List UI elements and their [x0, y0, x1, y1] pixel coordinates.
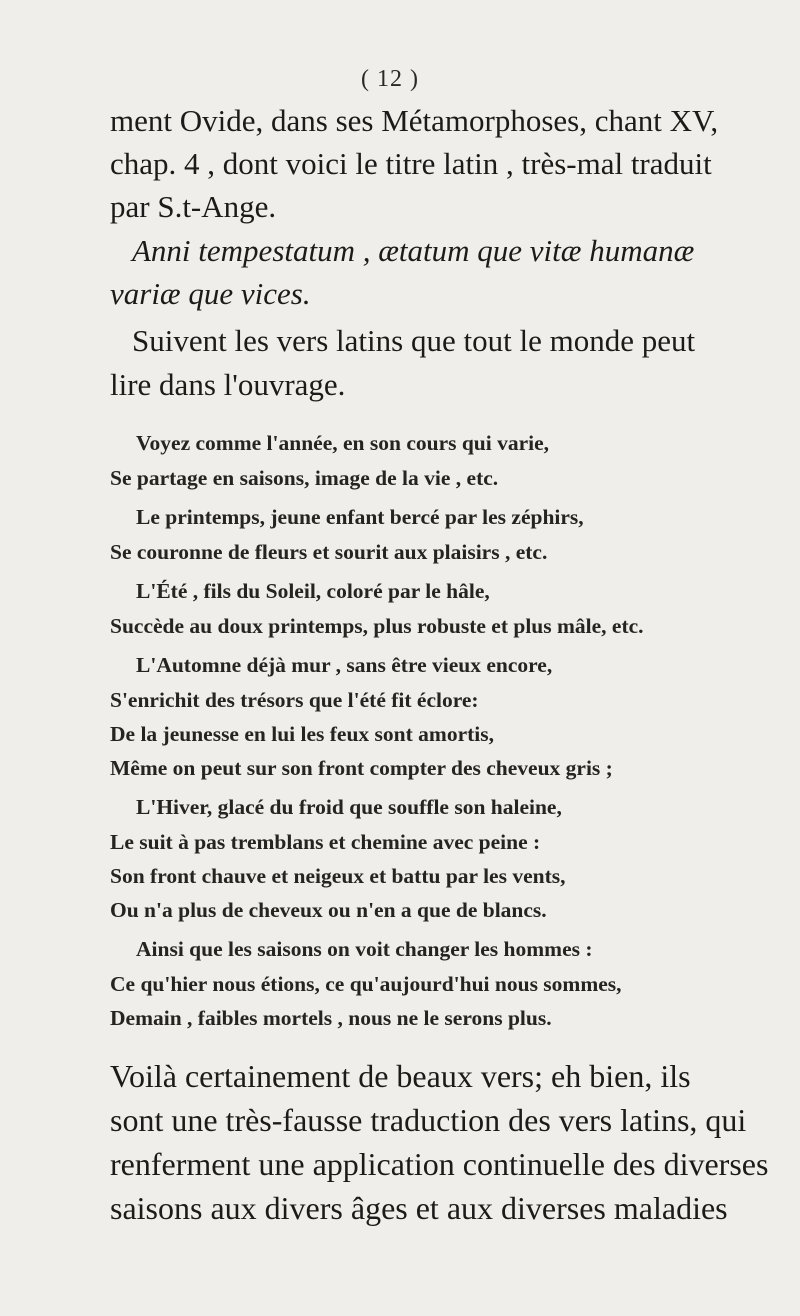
verse-line: L'Hiver, glacé du froid que souffle son haleine,: [136, 795, 562, 819]
closing-line: Voilà certainement de beaux vers; eh bien, ils: [110, 1058, 691, 1094]
latin-title-line: Anni tempestatum , ætatum que vitæ humanæ: [132, 233, 695, 268]
verse-line: Voyez comme l'année, en son cours qui varie,: [136, 431, 550, 455]
verse-line: Ainsi que les saisons on voit changer les hommes :: [136, 937, 593, 961]
verse-line: Même on peut sur son front compter des cheveux gris ;: [110, 756, 613, 780]
closing-line: sont une très-fausse traduction des vers latins, qui: [110, 1102, 747, 1138]
verse-line: S'enrichit des trésors que l'été fit éclore:: [110, 688, 479, 712]
lead-line: lire dans l'ouvrage.: [110, 367, 346, 402]
verse-line: Son front chauve et neigeux et battu par les vents,: [110, 864, 566, 888]
intro-line: ment Ovide, dans ses Métamorphoses, chant XV,: [110, 103, 719, 138]
verse-line: L'Été , fils du Soleil, coloré par le hâle,: [136, 579, 490, 603]
verse-line: Se couronne de fleurs et sourit aux plaisirs , etc.: [110, 540, 548, 564]
verse-line: Ou n'a plus de cheveux ou n'en a que de blancs.: [110, 898, 547, 922]
intro-line: chap. 4 , dont voici le titre latin , très-mal traduit: [110, 146, 712, 181]
lead-line: Suivent les vers latins que tout le monde peut: [132, 323, 696, 358]
verse-line: Demain , faibles mortels , nous ne le serons plus.: [110, 1006, 552, 1030]
closing-line: saisons aux divers âges et aux diverses maladies: [110, 1190, 728, 1226]
closing-line: renferment une application continuelle des diverses: [110, 1146, 769, 1182]
page-number: ( 12 ): [361, 66, 419, 92]
verse-line: L'Automne déjà mur , sans être vieux encore,: [136, 653, 553, 677]
intro-line: par S.t-Ange.: [110, 189, 277, 224]
verse-line: Ce qu'hier nous étions, ce qu'aujourd'hui nous sommes,: [110, 972, 622, 996]
verse-line: Le printemps, jeune enfant bercé par les zéphirs,: [136, 505, 584, 529]
verse-line: Succède au doux printemps, plus robuste et plus mâle, etc.: [110, 614, 644, 638]
verse-line: Le suit à pas tremblans et chemine avec peine :: [110, 830, 541, 854]
verse-line: De la jeunesse en lui les feux sont amortis,: [110, 722, 494, 746]
latin-title-line: variæ que vices.: [110, 276, 311, 311]
verse-line: Se partage en saisons, image de la vie , etc.: [110, 466, 499, 490]
